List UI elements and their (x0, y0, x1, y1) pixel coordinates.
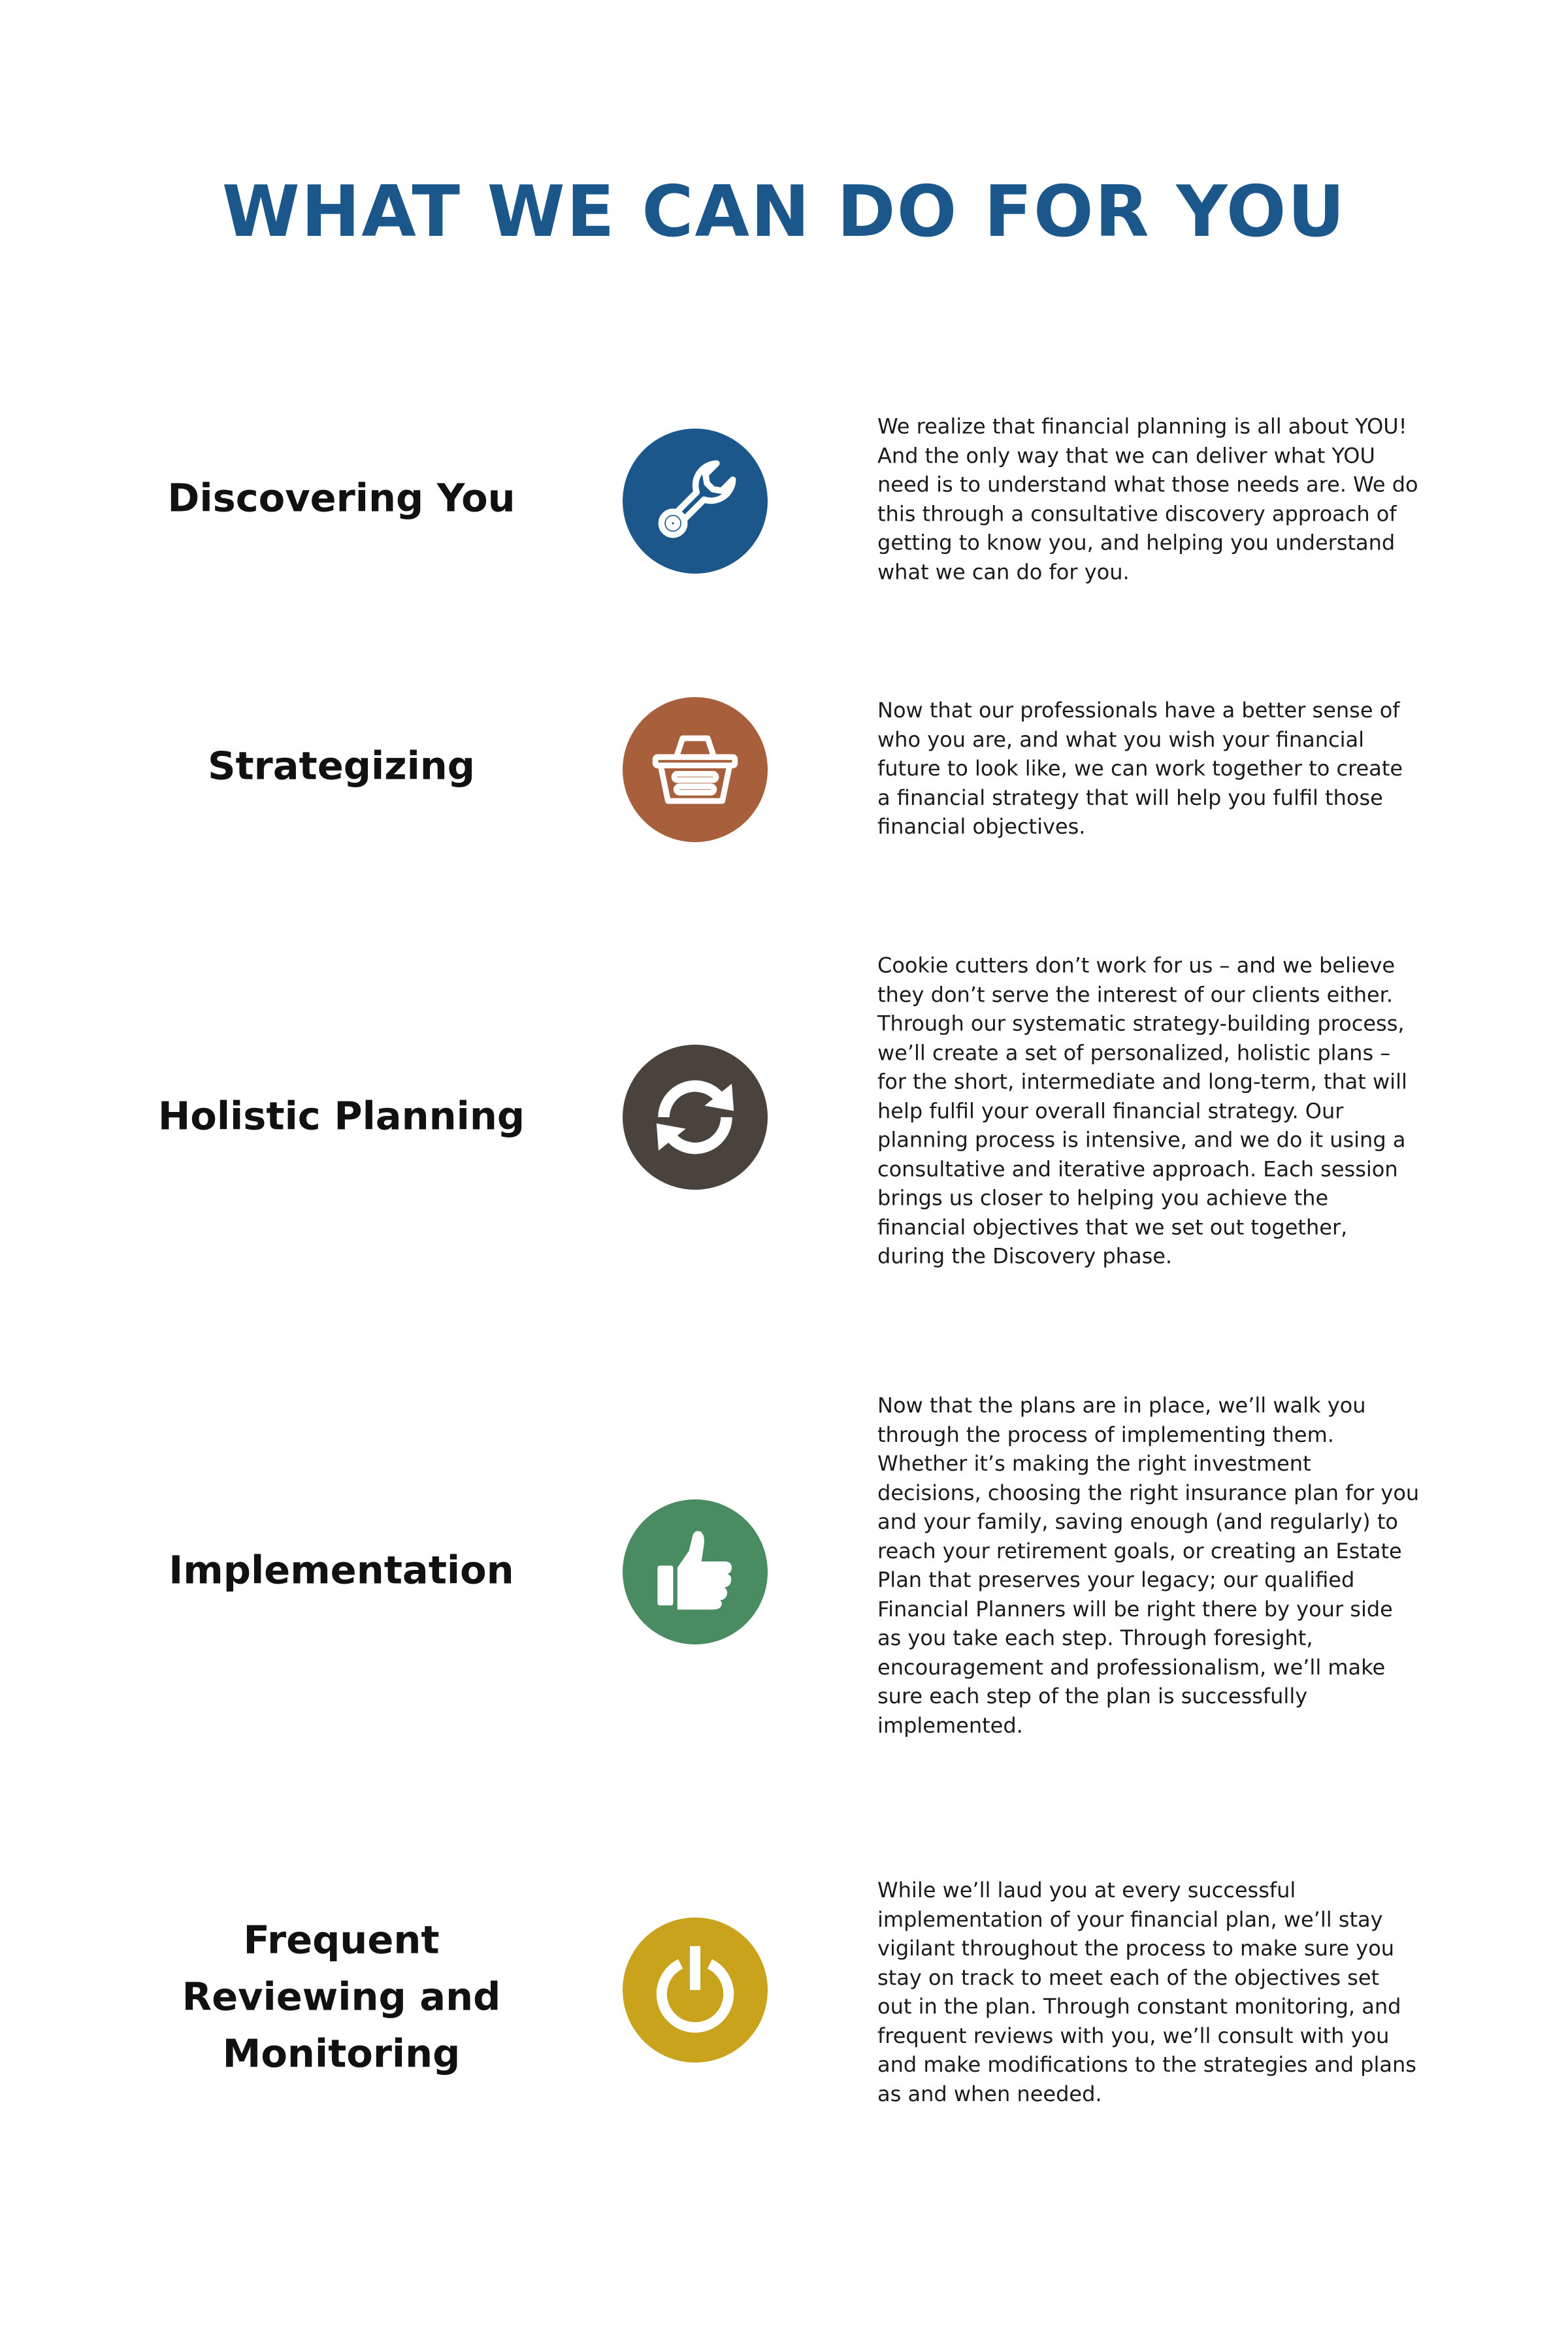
section-body-strategizing: Now that our professionals have a better sense of who you are, and what you wish your financial future to look like, we can work together to create a financial strategy that will help you fulfil those financial objectives. (877, 697, 1403, 839)
section-body-holistic-planning: Cookie cutters don’t work for us – and we believe they don’t serve the interest of our clients either. Through our systematic strategy-building process, we’ll create a set of personalized, holistic plans – for the short, intermediate and long-term, that will help fulfil your overall financial strategy. Our planning process is intensive, and we do it using a consultative and iterative approach. Each session brings us closer to helping you achieve the financial objectives that we set out together, during the Discovery phase. (877, 953, 1407, 1269)
page-title: WHAT WE CAN DO FOR YOU (221, 171, 1347, 253)
refresh-icon (623, 1045, 768, 1190)
power-icon (623, 1918, 768, 2063)
section-body-frequent-reviewing: While we’ll laud you at every successful implementation of your financial plan, we’ll stay vigilant throughout the process to make sure you stay on track to meet each of the objectives set out in the plan. Through constant monitoring, and frequent reviews with you, we’ll consult with you and make modifications to the strategies and plans as and when needed. (877, 1878, 1416, 2106)
section-body-discovering-you: We realize that financial planning is all about YOU! And the only way that we can deliver what YOU need is to understand what those needs are. We do this through a consultative discovery approach of getting to know you, and helping you understand what we can do for you. (877, 414, 1418, 584)
section-heading-holistic-planning: Holistic Planning (157, 1093, 525, 1139)
thumbs-up-icon (623, 1499, 768, 1644)
section-heading-frequent-reviewing: Frequent Reviewing and Monitoring (182, 1917, 501, 2076)
section-heading-discovering-you: Discovering You (167, 475, 515, 521)
wrench-icon (623, 429, 768, 574)
section-body-implementation: Now that the plans are in place, we’ll walk you through the process of implementing them. Whether it’s making the right investment decisions, choosing the right insurance plan for you and your family, saving enough (and regularly) to reach your retirement goals, or creating an Estate Plan that preserves your legacy; our qualified Financial Planners will be right there by your side as you take each step. Through foresight, encouragement and professionalism, we’ll make sure each step of the plan is successfully implemented. (877, 1393, 1420, 1738)
basket-icon (623, 697, 768, 842)
section-heading-implementation: Implementation (169, 1547, 514, 1593)
section-heading-strategizing: Strategizing (207, 743, 476, 789)
